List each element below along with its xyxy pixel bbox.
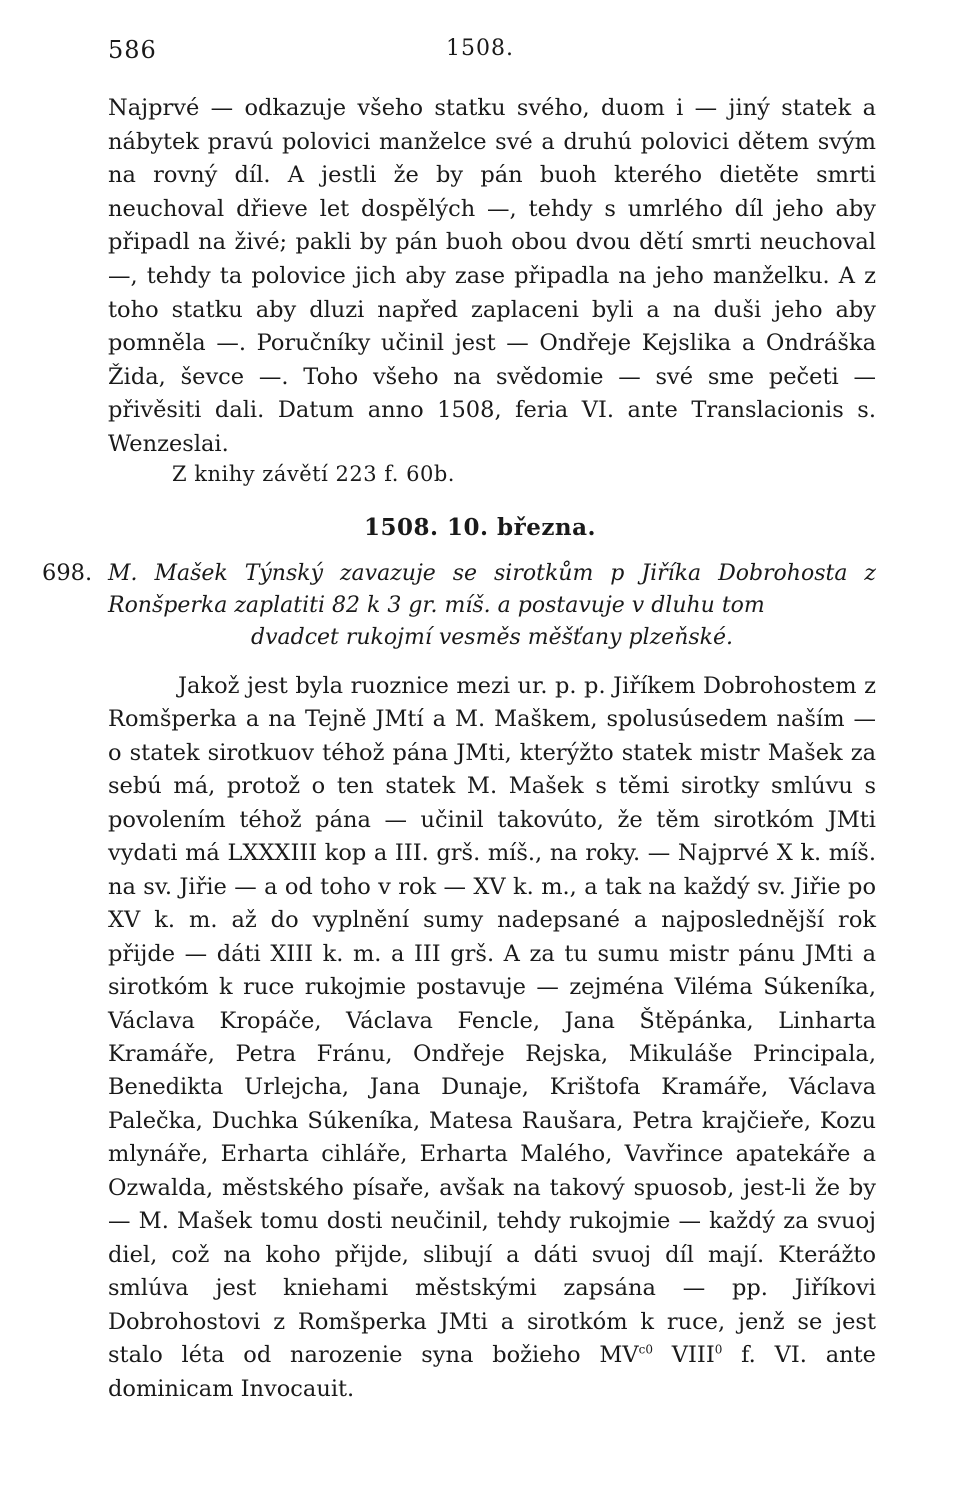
page-number: 586 <box>108 36 157 64</box>
running-header-year: 1508. <box>446 36 514 61</box>
entry-698-text-mid: VIII <box>653 1342 715 1369</box>
entry-698-body <box>108 670 876 1406</box>
entry-698-date: 1508. 10. března. <box>363 514 597 541</box>
entry-697-text: Najprvé — odkazuje všeho statku svého, duom i — jiný statek a nábytek pravú polovici manželce své a druhú polovici dětem svým na rovný díl. A jestli že by pán buoh kterého dietěte smrti neuchoval dřieve let dospělých —, tehdy s umrlého díl jeho aby připadl na živé; pakli by pán buoh obou dvou dětí smrti neuchoval —, tehdy ta polovice jich aby zase připadla na jeho manželku. A z toho statku aby dluzi napřed zaplaceni byli a na duši jeho aby pomněla —. Poručníky učinil jest — Ondřeje Kejslika a Ondráška Žida, ševce —. Toho všeho na svědomie — své sme pečeti — přivěsiti dali. Datum anno 1508, feria VI. ante Translacionis s. Wenzeslai. <box>108 95 876 457</box>
superscript-c0: c0 <box>638 1342 653 1357</box>
regest-last-line: dvadcet rukojmí vesměs měšťany plzeňské. <box>250 625 733 650</box>
entry-697-source: Z knihy závětí 223 f. 60b. <box>172 462 455 486</box>
regest-text: M. Mašek Týnský zavazuje se sirotkům p Jiříka Dobrohosta z Ronšperka zaplatiti 82 k 3 gr. míš. a postavuje v dluhu tom <box>108 561 876 618</box>
entry-698-text: Jakož jest byla ruoznice mezi ur. p. p. Jiříkem Dobrohostem z Romšperka a na Tejně JMtí a M. Maškem, spolusúsedem naším — o statek sirotkuov téhož pána JMti, kterýžto statek mistr Mašek za sebú má, protož o ten statek M. Mašek s těmi sirotky smlúvu s povolením téhož pána — učinil takovúto, že těm sirotkóm JMti vydati má LXXXIII kop a III. grš. míš., na roky. — Najprvé X k. míš. na sv. Jiřie — a od toho v rok — XV k. m., a tak na každý sv. Jiřie po XV k. m. až do vyplnění sumy nadepsané a najposlednější rok přijde — dáti XIII k. m. a III grš. A za tu sumu mistr pánu JMti a sirotkóm k ruce rukojmie postavuje — zejména Viléma Súkeníka, Václava Kropáče, Václava Fencle, Jana Štěpánka, Linharta Kramáře, Petra Fránu, Ondřeje Rejska, Mikuláše Principala, Benedikta Urlejcha, Jana Dunaje, Krištofa Kramáře, Václava Palečka, Duchka Súkeníka, Matesa Raušara, Petra krajčieře, Kozu mlynáře, Erharta cihláře, Erharta Malého, Vavřince apatekáře a Ozwalda, městského písaře, avšak na takový spuosob, jest-li že by — M. Mašek tomu dosti neučinil, tehdy rukojmie — každý za svuoj diel, což na koho přijde, slibují a dáti svuoj díl mají. Kterážto smlúva jest kniehami městskými zapsána — pp. Jiříkovi Dobrohostovi z Romšperka JMti a sirotkóm k ruce, jenž se jest stalo léta od narozenie syna božieho MV <box>108 673 876 1369</box>
entry-697-body <box>108 92 876 462</box>
superscript-0: 0 <box>714 1342 723 1357</box>
page-header <box>108 36 908 76</box>
entry-698-number: 698. <box>42 560 93 586</box>
entry-698-regest <box>108 558 876 654</box>
entry-698-text-end: f. VI. ante dominicam Invocauit. <box>108 1342 876 1402</box>
